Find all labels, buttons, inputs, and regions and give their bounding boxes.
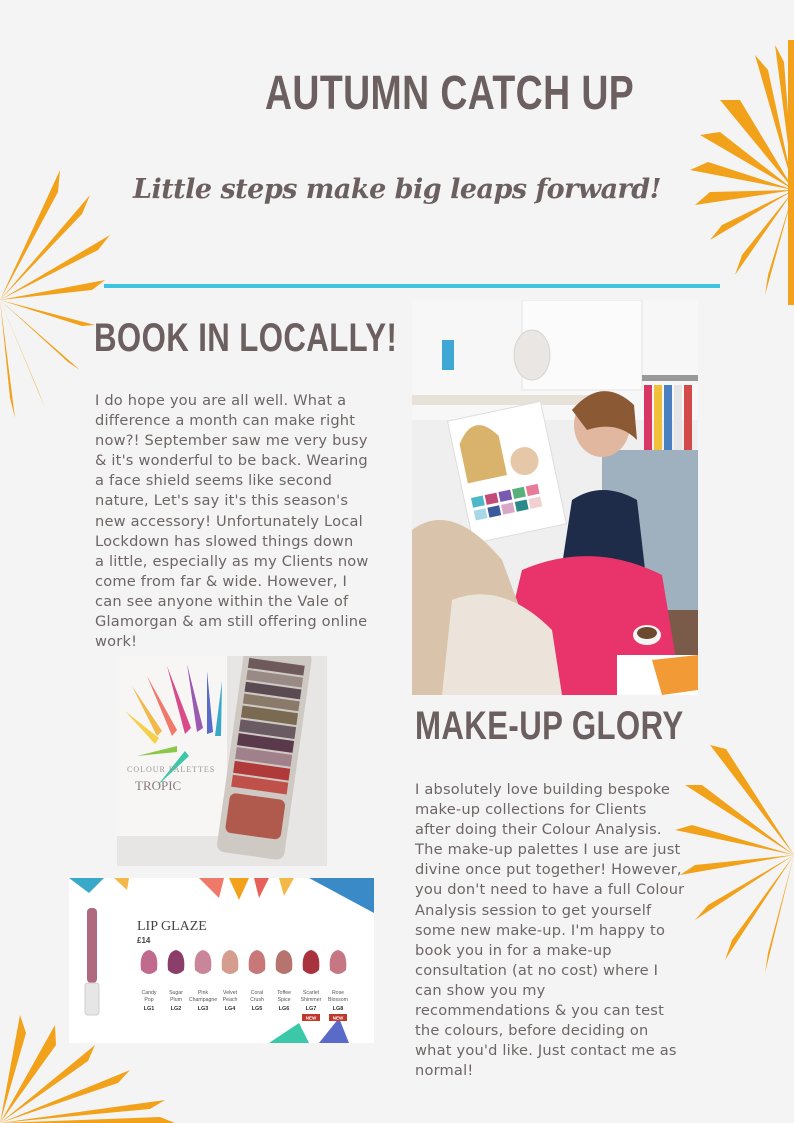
palette-name-text: TROPIC xyxy=(135,778,182,793)
shade-name: Blossom xyxy=(328,997,348,1003)
palette-photo xyxy=(117,656,327,866)
text-line: nature, Let's say it's this season's xyxy=(95,492,349,510)
shade-name: Peach xyxy=(222,997,238,1003)
shade-code: LG4 xyxy=(224,1006,236,1012)
text-line: recommendations & you can test xyxy=(415,1002,665,1020)
text-line: work! xyxy=(95,633,138,651)
page-title: AUTUMN CATCH UP xyxy=(265,67,635,120)
text-line: The make-up palettes I use are just xyxy=(415,841,681,859)
text-line: some new make-up. I'm happy to xyxy=(415,921,666,939)
shade-name: Pop xyxy=(144,997,154,1003)
shade-name: Shimmer xyxy=(300,997,322,1003)
shade-name: Sugar xyxy=(169,990,183,996)
shade-name: Champagne xyxy=(188,997,218,1003)
text-line: now?! September saw me very busy xyxy=(95,432,368,450)
shade-code: LG7 xyxy=(305,1006,317,1012)
shade-code: LG5 xyxy=(251,1006,263,1012)
palette-brand-text: COLOUR PALETTES xyxy=(127,765,216,774)
shade-code: LG3 xyxy=(197,1006,209,1012)
shade-name: Pink xyxy=(197,990,209,996)
text-line: book you in for a make-up xyxy=(415,941,612,959)
text-line: can see anyone within the Vale of xyxy=(95,592,349,610)
shade-name: Coral xyxy=(250,990,264,996)
divider xyxy=(104,284,720,288)
shade-name: Candy xyxy=(141,990,157,996)
lip-glaze-panel xyxy=(69,878,374,1043)
page-subtitle: Little steps make big leaps forward! xyxy=(132,174,662,205)
section-body-book xyxy=(95,391,385,652)
text-line: a face shield seems like second xyxy=(95,472,333,490)
text-line: what you'd like. Just contact me as xyxy=(415,1042,677,1060)
text-line: can show you my xyxy=(415,981,546,999)
new-badge-label: NEW xyxy=(305,1015,317,1021)
text-line: I do hope you are all well. What a xyxy=(95,392,347,409)
shade-name: Crush xyxy=(250,997,264,1003)
text-line: Glamorgan & am still offering online xyxy=(95,613,368,631)
palm-leaf-top-right xyxy=(680,40,794,305)
text-line: the colours, before deciding on xyxy=(415,1022,649,1040)
lip-glaze-title: LIP GLAZE xyxy=(137,919,207,934)
text-line: normal! xyxy=(415,1062,474,1080)
lip-glaze-price: £14 xyxy=(137,936,151,945)
shade-name: Velvet xyxy=(222,990,238,996)
text-line: & it's wonderful to be back. Wearing xyxy=(95,452,368,470)
text-line: you don't need to have a full Colour xyxy=(415,881,685,899)
shade-name: Plum xyxy=(170,997,182,1003)
text-line: new accessory! Unfortunately Local xyxy=(95,512,363,530)
text-line: make-up collections for Clients xyxy=(415,801,647,819)
section-heading-makeup: MAKE-UP GLORY xyxy=(415,704,684,748)
text-line: I absolutely love building bespoke xyxy=(415,781,671,798)
shade-code: LG2 xyxy=(170,1006,182,1012)
text-line: consultation (at no cost) where I xyxy=(415,961,659,979)
consultation-photo xyxy=(412,300,698,695)
section-heading-book: BOOK IN LOCALLY! xyxy=(94,316,398,360)
shade-name: Scarlet xyxy=(302,990,320,996)
shade-code: LG8 xyxy=(332,1006,344,1012)
text-line: a little, especially as my Clients now xyxy=(95,552,369,570)
text-line: come from far & wide. However, I xyxy=(95,572,348,590)
shade-code: LG1 xyxy=(143,1006,155,1012)
text-line: after doing their Colour Analysis. xyxy=(415,821,662,839)
text-line: divine once put together! However, xyxy=(415,861,682,879)
text-line: Lockdown has slowed things down xyxy=(95,532,354,550)
text-line: difference a month can make right xyxy=(95,412,356,430)
text-line: Analysis session to get yourself xyxy=(415,901,652,919)
shade-name: Toffee xyxy=(276,990,292,996)
section-body-makeup xyxy=(415,780,701,1081)
shade-name: Rose xyxy=(331,990,345,996)
shade-name: Spice xyxy=(277,997,291,1003)
new-badge-label: NEW xyxy=(332,1015,344,1021)
shade-code: LG6 xyxy=(278,1006,290,1012)
